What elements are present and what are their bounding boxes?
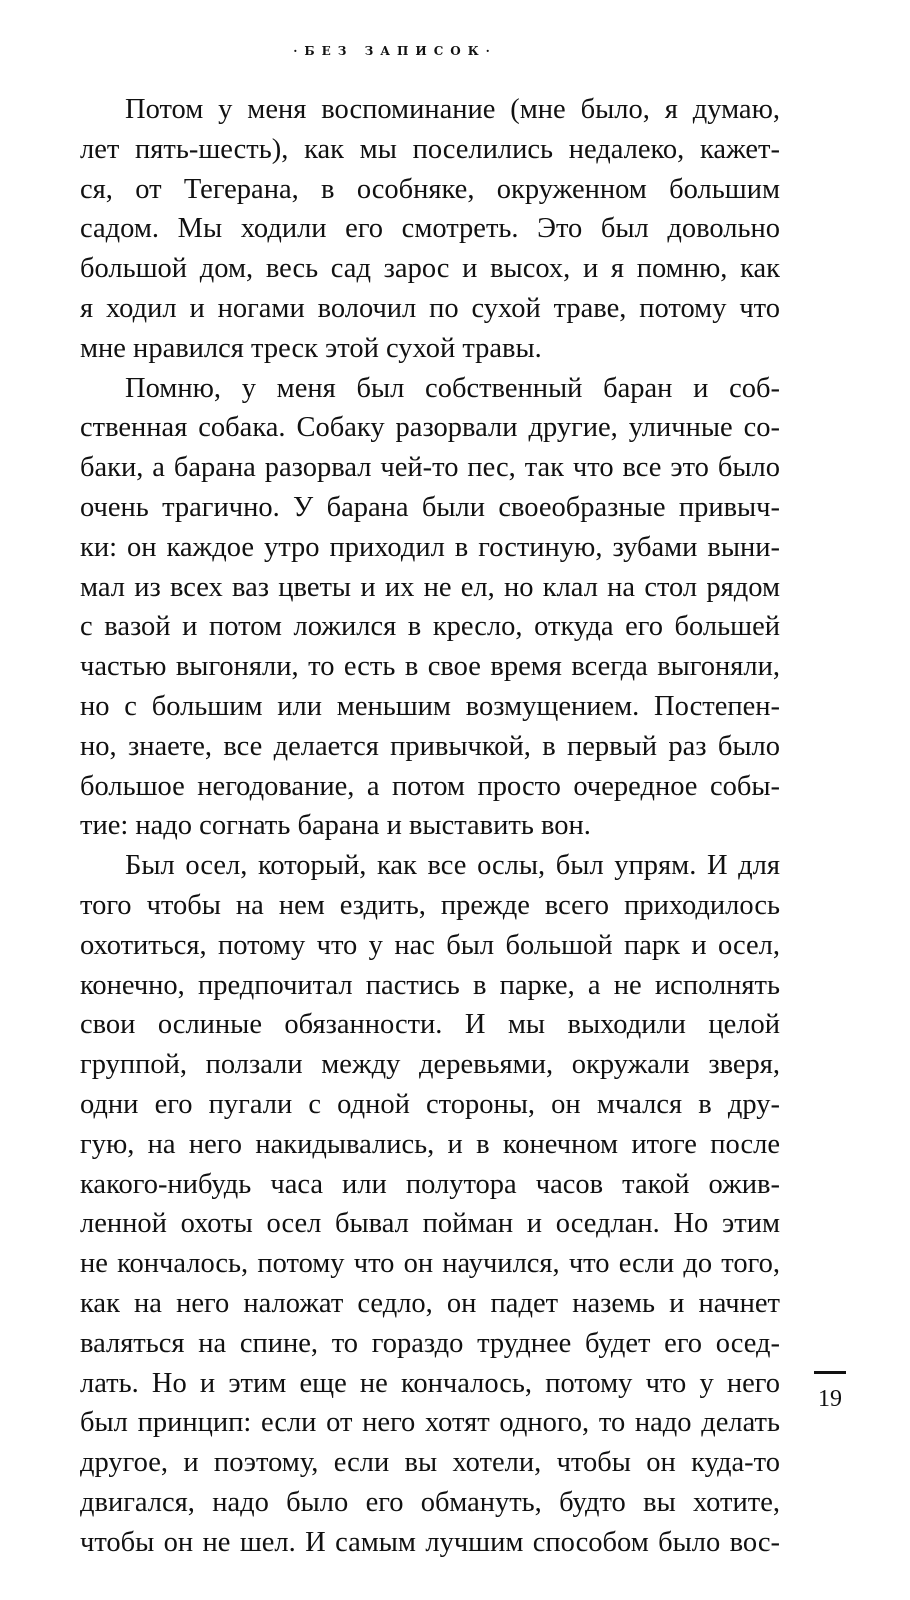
- text-line: большой дом, весь сад зарос и высох, и я помню, как: [80, 253, 780, 285]
- text-line: ки: он каждое утро приходил в гостиную, зубами выни-: [80, 531, 780, 563]
- text-line: какого-нибудь часа или полутора часов такой ожив-: [80, 1168, 780, 1200]
- text-line: другое, и поэтому, если вы хотели, чтобы он куда-то: [80, 1447, 780, 1479]
- text-line: Помню, у меня был собственный баран и соб-: [125, 372, 780, 404]
- text-line: охотиться, потому что у нас был большой парк и осел,: [80, 929, 780, 961]
- text-line: большое негодование, а потом просто очередное собы-: [80, 770, 780, 802]
- text-line: конечно, предпочитал пастись в парке, а не исполнять: [80, 969, 780, 1001]
- text-line: мне нравился треск этой сухой травы.: [80, 332, 542, 364]
- text-line: ственная собака. Собаку разорвали другие, уличные со-: [80, 412, 780, 444]
- text-line: свои ослиные обязанности. И мы выходили целой: [80, 1009, 780, 1041]
- text-line: был принцип: если от него хотят одного, то надо делать: [80, 1407, 780, 1439]
- text-line: частью выгоняли, то есть в свое время всегда выгоняли,: [80, 651, 780, 683]
- folio-dash: [814, 1371, 846, 1374]
- text-line: но с большим или меньшим возмущением. Постепен-: [80, 690, 780, 722]
- text-line: лать. Но и этим еще не кончалось, потому что у него: [80, 1367, 780, 1399]
- text-line: тие: надо согнать барана и выставить вон.: [80, 810, 591, 842]
- text-line: валяться на спине, то гораздо труднее будет его осед-: [80, 1327, 780, 1359]
- text-line: баки, а барана разорвал чей-то пес, так что все это было: [80, 452, 780, 484]
- text-line: очень трагично. У барана были своеобразные привыч-: [80, 491, 780, 523]
- text-line: мал из всех ваз цветы и их не ел, но клал на стол рядом: [80, 571, 780, 603]
- text-line: Был осел, который, как все ослы, был упрям. И для: [125, 850, 780, 882]
- text-line: не кончалось, потому что он научился, что если до того,: [80, 1248, 780, 1280]
- text-line: с вазой и потом ложился в кресло, откуда его большей: [80, 611, 780, 643]
- text-line: того чтобы на нем ездить, прежде всего приходилось: [80, 889, 780, 921]
- text-line: ленной охоты осел бывал пойман и оседлан. Но этим: [80, 1208, 780, 1240]
- text-line: ся, от Тегерана, в особняке, окруженном большим: [80, 173, 780, 205]
- text-line: Потом у меня воспоминание (мне было, я думаю,: [125, 94, 780, 125]
- text-line: как на него наложат седло, он падет наземь и начнет: [80, 1287, 780, 1319]
- text-line: двигался, надо было его обмануть, будто вы хотите,: [80, 1486, 780, 1518]
- text-line: садом. Мы ходили его смотреть. Это был довольно: [80, 213, 780, 245]
- text-line: гую, на него накидывались, и в конечном итоге после: [80, 1128, 780, 1160]
- text-line: но, знаете, все делается привычкой, в первый раз было: [80, 730, 780, 762]
- text-line: я ходил и ногами волочил по сухой траве, потому что: [80, 292, 780, 324]
- body-text: [80, 90, 780, 1562]
- text-line: лет пять-шесть), как мы поселились недалеко, кажет-: [80, 133, 780, 165]
- page-number: 19: [818, 1386, 842, 1412]
- text-line: группой, ползали между деревьями, окружали зверя,: [80, 1049, 780, 1081]
- running-head: ·БЕЗ ЗАПИСОК·: [293, 44, 497, 58]
- text-line: одни его пугали с одной стороны, он мчался в дру-: [80, 1088, 780, 1120]
- text-line: чтобы он не шел. И самым лучшим способом было вос-: [80, 1526, 780, 1558]
